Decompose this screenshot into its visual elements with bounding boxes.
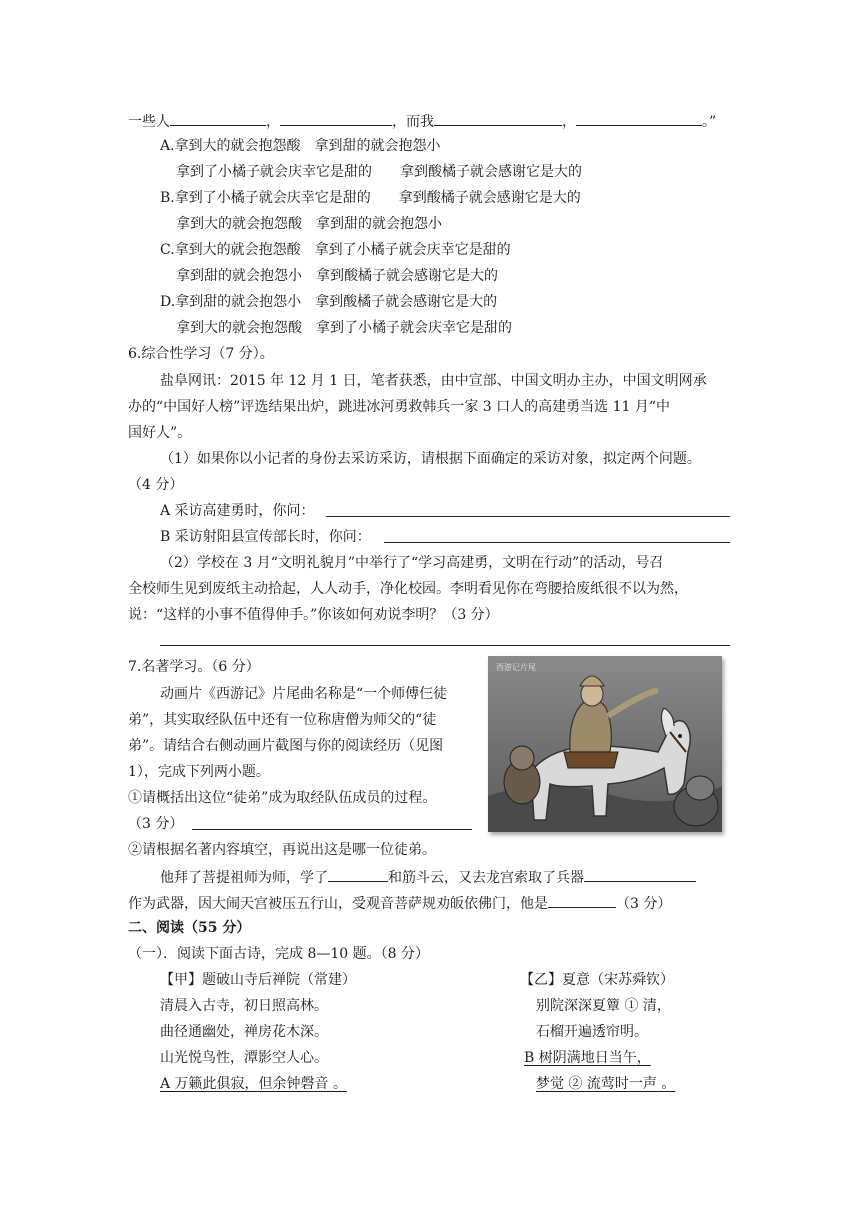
poem-b-line2: 石榴开遍透帘明。 — [536, 1024, 648, 1040]
blank[interactable] — [170, 111, 266, 126]
q6-sub1-line2: （4 分） — [128, 477, 184, 493]
q6-news-line3: 国好人”。 — [128, 425, 192, 441]
blank[interactable] — [280, 111, 392, 126]
option-d-line2: 拿到大的就会抱怨酸 拿到了小橘子就会庆幸它是甜的 — [176, 320, 512, 336]
q7-title: 7.名著学习。（6 分） — [128, 659, 260, 675]
poem-a-title: 【甲】题破山寺后禅院（常建） — [160, 972, 356, 988]
answer-line-q7-1[interactable] — [192, 829, 472, 830]
blank[interactable] — [548, 893, 616, 908]
q7-p1-line3: 弟”。请结合右侧动画片截图与你的阅读经历（见图 — [128, 738, 444, 754]
option-b-line1: B.拿到了小橘子就会庆幸它是甜的 拿到酸橘子就会感谢它是大的 — [160, 190, 581, 206]
q7-p1-line2: 弟”，其实取经队伍中还有一位称唐僧为师父的“徒 — [128, 712, 437, 728]
q6-news-line1: 盐阜网讯：2015 年 12 月 1 日，笔者获悉，由中宣部、中国文明办主办，中国文明网承 — [160, 373, 707, 389]
poem-a-line3: 山光悦鸟性，潭影空人心。 — [160, 1050, 328, 1066]
q5-stem: 一些人 ， ，而我 ， 。” — [128, 111, 716, 131]
q7-sub2: ②请根据名著内容填空，再说出这是哪一位徒弟。 — [128, 842, 436, 858]
answer-line-q6-2[interactable] — [160, 645, 730, 646]
q6-sub1-line1: （1）如果你以小记者的身份去采访采访，请根据下面确定的采访对象，拟定两个问题。 — [160, 451, 701, 467]
answer-line-b[interactable] — [384, 542, 730, 543]
blank[interactable] — [584, 867, 696, 882]
option-c-line2: 拿到甜的就会抱怨小 拿到酸橘子就会感谢它是大的 — [176, 268, 498, 284]
poem-a-line4: A 万籁此俱寂，但余钟磬音 。 — [160, 1076, 348, 1092]
blank[interactable] — [576, 111, 702, 126]
q6-sub1-b: B 采访射阳县宣传部长时，你问： — [160, 529, 371, 545]
blank[interactable] — [434, 111, 562, 126]
q7-fill-line2: 作为武器，因大闹天宫被压五行山，受观音菩萨规劝皈依佛门，他是 （3 分） — [128, 893, 671, 913]
q7-fill-line1: 他拜了菩提祖师为师，学了 和筋斗云，又去龙宫索取了兵器 — [160, 867, 696, 887]
cartoon-screenshot-image — [488, 656, 722, 832]
q7-p1-line1: 动画片《西游记》片尾曲名称是“一个师傅仨徒 — [160, 686, 448, 702]
poem-a-line2: 曲径通幽处，禅房花木深。 — [160, 1024, 328, 1040]
option-c-line1: C.拿到大的就会抱怨酸 拿到了小橘子就会庆幸它是甜的 — [160, 242, 511, 258]
q6-sub1-a: A 采访高建勇时，你问： — [160, 503, 315, 519]
option-b-line2: 拿到大的就会抱怨酸 拿到甜的就会抱怨小 — [176, 216, 442, 232]
q6-sub2-line1: （2）学校在 3 月“文明礼貌月”中举行了“学习高建勇，文明在行动”的活动，号召 — [160, 555, 664, 571]
q6-sub2-line2: 全校师生见到废纸主动拾起，人人动手，净化校园。李明看见你在弯腰拾废纸很不以为然， — [128, 581, 688, 597]
poem-b-line4: 梦觉 ② 流莺时一声 。 — [536, 1076, 676, 1092]
option-a-line1: A.拿到大的就会抱怨酸 拿到甜的就会抱怨小 — [160, 138, 441, 154]
answer-line-a[interactable] — [326, 516, 730, 517]
option-d-line1: D.拿到甜的就会抱怨小 拿到酸橘子就会感谢它是大的 — [160, 294, 498, 310]
q6-title: 6.综合性学习（7 分）。 — [128, 346, 274, 362]
poem-b-line3: B 树阴满地日当午， — [524, 1050, 651, 1066]
blank[interactable] — [328, 867, 388, 882]
image-caption: 西游记片尾 — [496, 663, 536, 672]
poem-b-line1: 别院深深夏簟 ① 清， — [536, 998, 671, 1014]
tang-seng-on-white-horse-illustration — [488, 656, 722, 832]
poem-a-line1: 清晨入古寺，初日照高林。 — [160, 998, 328, 1014]
q6-sub2-line3: 说：“这样的小事不值得伸手。”你该如何劝说李明？（3 分） — [128, 607, 499, 623]
section2-title: 二、阅读（55 分） — [128, 920, 251, 936]
poem-b-title: 【乙】夏意（宋苏舜钦） — [520, 972, 674, 988]
q7-sub1-line2: （3 分） — [128, 816, 184, 832]
q7-sub1-line1: ①请概括出这位“徒弟”成为取经队伍成员的过程。 — [128, 790, 437, 806]
section2-part1: （一）．阅读下面古诗，完成 8—10 题。（8 分） — [128, 946, 429, 962]
q6-news-line2: 办的“中国好人榜”评选结果出炉，跳进冰河勇救韩兵一家 3 口人的高建勇当选 11 月“中 — [128, 399, 670, 415]
option-a-line2: 拿到了小橘子就会庆幸它是甜的 拿到酸橘子就会感谢它是大的 — [176, 164, 582, 180]
q7-p1-line4: 1），完成下列两小题。 — [128, 764, 270, 780]
